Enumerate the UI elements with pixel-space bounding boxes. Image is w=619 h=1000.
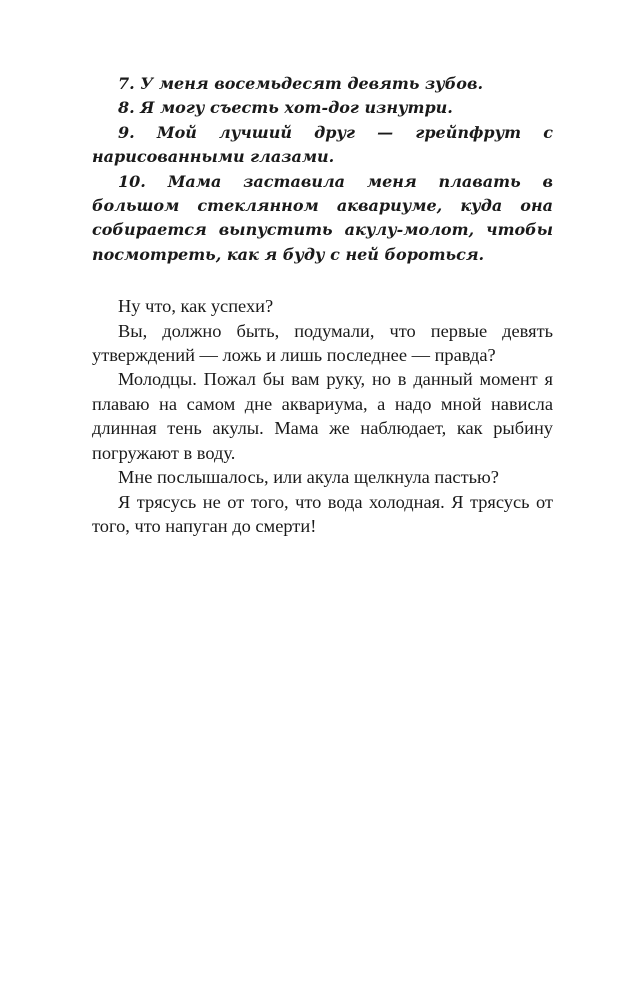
numbered-list bbox=[92, 72, 553, 267]
paragraph: Ну что, как успехи? bbox=[118, 296, 274, 317]
section-gap bbox=[92, 267, 553, 294]
list-item: 10. Мама заставила меня плавать в большом стеклянном аквариуме, куда она собирается выпустить акулу-молот, чтобы посмотреть, как я буду с ней бороться. bbox=[92, 171, 553, 264]
paragraph: Вы, должно быть, подумали, что первые девять утверждений — ложь и лишь последнее — правда? bbox=[92, 320, 553, 366]
paragraph: Я трясусь не от того, что вода холодная. Я трясусь от того, что напуган до смерти! bbox=[92, 491, 553, 536]
list-item: 9. Мой лучший друг — грейпфрут с нарисованными глазами. bbox=[92, 122, 553, 167]
paragraph: Молодцы. Пожал бы вам руку, но в данный момент я плаваю на самом дне аквариума, а надо мной нависла длинная тень акулы. Мама же наблюдает, как рыбину погружают в воду. bbox=[92, 369, 553, 463]
list-item: 7. У меня восемьдесят девять зубов. bbox=[118, 74, 484, 93]
page-content bbox=[92, 72, 553, 538]
paragraph: Мне послышалось, или акула щелкнула пастью? bbox=[118, 467, 499, 488]
body-text bbox=[92, 294, 553, 538]
list-item: 8. Я могу съесть хот-дог изнутри. bbox=[118, 98, 453, 118]
